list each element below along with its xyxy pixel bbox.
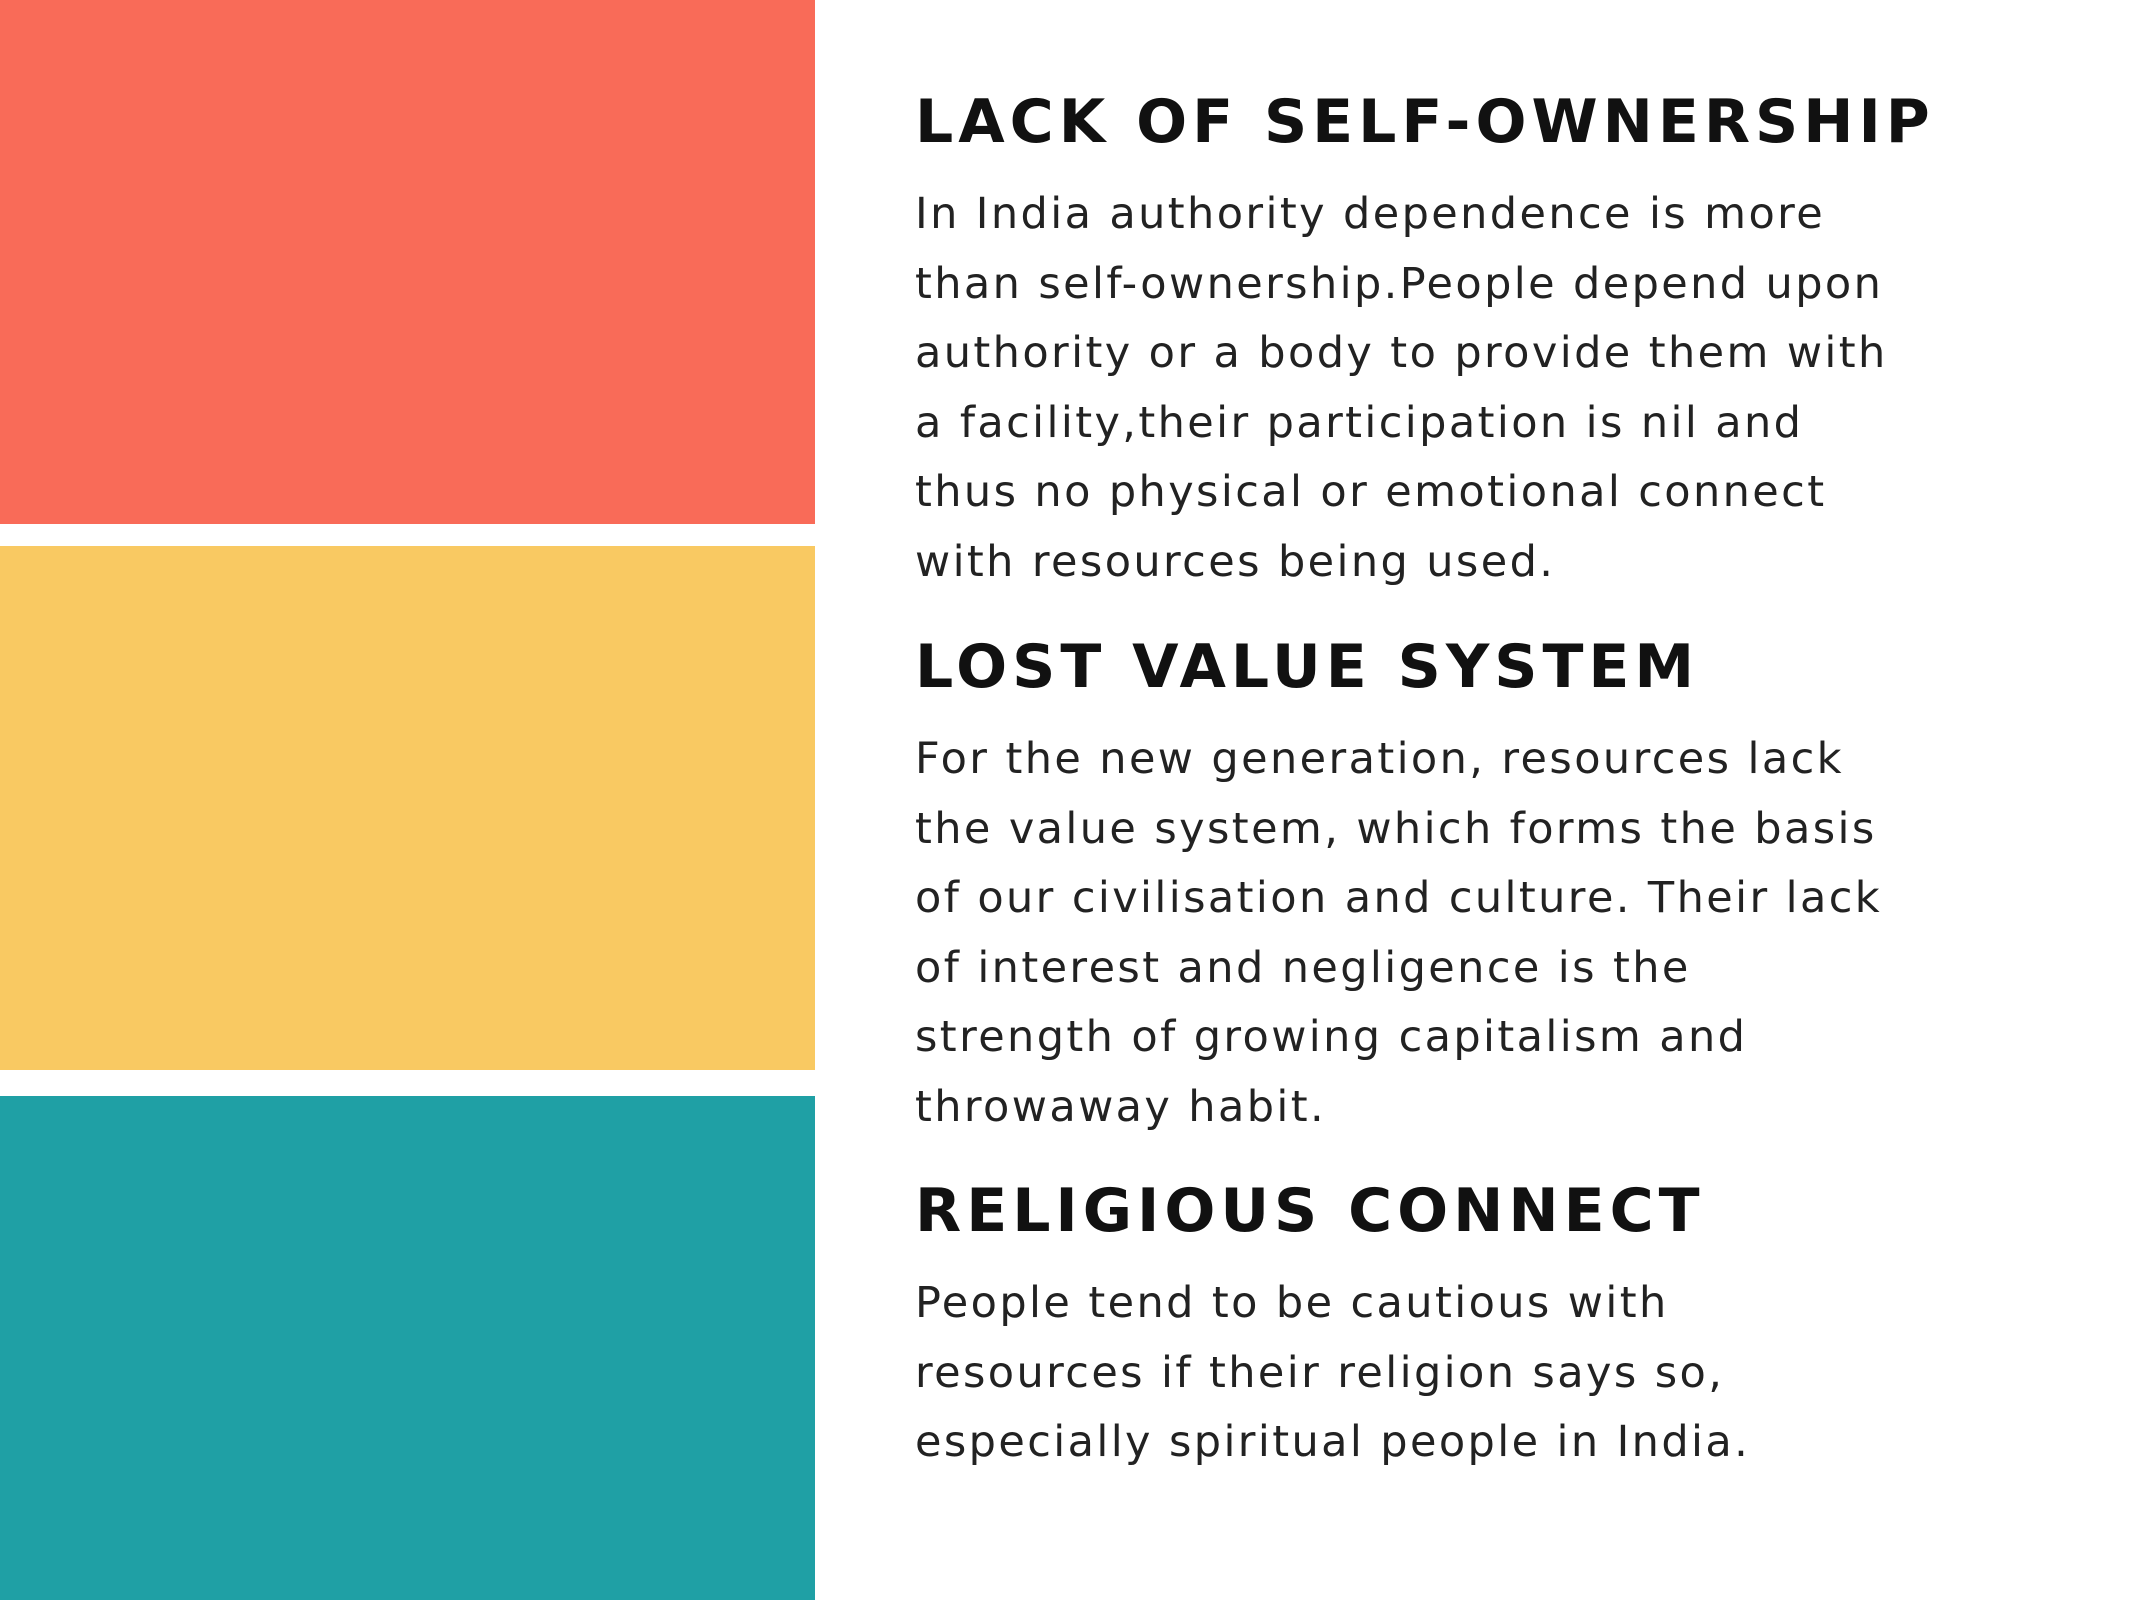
body-line: For the new generation, resources lack <box>915 734 1844 784</box>
body-line: with resources being used. <box>915 536 1556 587</box>
section-heading: LOST VALUE SYSTEM <box>915 632 1700 702</box>
body-line: strength of growing capitalism and <box>915 1012 1748 1062</box>
number-block-05 <box>0 546 815 1070</box>
body-line: resources if their religion says so, <box>915 1347 1725 1398</box>
body-line: than self-ownership.People depend upon <box>915 258 1884 309</box>
body-line: the value system, which forms the basis <box>915 803 1877 854</box>
body-line: of interest and negligence is the <box>915 942 1691 993</box>
body-line: a facility,their participation is nil and <box>915 397 1804 448</box>
section-body <box>915 180 1995 597</box>
body-line: of our civilisation and culture. Their lack <box>915 873 1883 923</box>
section-religious-connect <box>915 1176 1995 1478</box>
number-block-04 <box>0 0 815 524</box>
number-05: 05 <box>1755 676 2056 943</box>
body-line: authority or a body to provide them with <box>915 328 1888 378</box>
section-value-system <box>915 632 1995 1142</box>
body-line: People tend to be cautious with <box>915 1278 1669 1328</box>
section-body <box>915 1269 1995 1478</box>
body-line: In India authority dependence is more <box>915 189 1826 239</box>
section-heading: LACK OF SELF-OWNERSHIP <box>915 87 1935 157</box>
number-06: 06 <box>1755 1207 2056 1474</box>
body-line: throwaway habit. <box>915 1081 1327 1132</box>
section-heading: RELIGIOUS CONNECT <box>915 1176 1705 1246</box>
section-body <box>915 725 1995 1142</box>
body-line: especially spiritual people in India. <box>915 1417 1751 1467</box>
section-self-ownership <box>915 87 1995 597</box>
number-block-06 <box>0 1096 815 1600</box>
number-04: 04 <box>1755 146 2056 413</box>
body-line: thus no physical or emotional connect <box>915 467 1827 517</box>
